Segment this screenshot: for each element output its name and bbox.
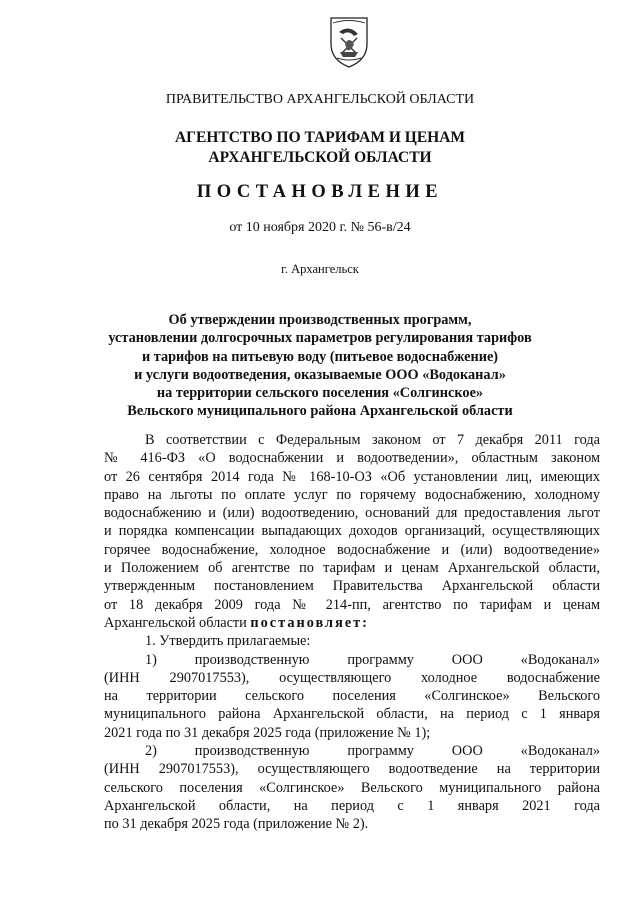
body-line xyxy=(104,614,600,632)
agency-name xyxy=(0,128,640,168)
body-line: Архангельской области, на период с 1 января 2021 года xyxy=(104,797,600,814)
document-type-title: ПОСТАНОВЛЕНИЕ xyxy=(196,182,444,202)
resolves-keyword: постановляет: xyxy=(250,614,369,631)
item-1-heading: 1. Утвердить прилагаемые: xyxy=(145,633,311,650)
item-1-2-paragraph xyxy=(104,742,600,833)
body-line: № 416-ФЗ «О водоснабжении и водоотведении», областным законом xyxy=(104,450,600,467)
document-subject xyxy=(0,311,640,421)
body-line: право на льготы по оплате услуг по горячему водоснабжению, холодному xyxy=(104,486,600,503)
body-line: от 26 сентября 2014 года № 168-10-ОЗ «Об установлении лиц, имеющих xyxy=(104,468,600,485)
body-line: муниципального района Архангельской области, на период с 1 января xyxy=(104,706,600,723)
government-name: ПРАВИТЕЛЬСТВО АРХАНГЕЛЬСКОЙ ОБЛАСТИ xyxy=(165,92,475,107)
body-line: сельского поселения «Солгинское» Вельского муниципального района xyxy=(104,779,600,796)
document-date-number: от 10 ноября 2020 г. № 56-в/24 xyxy=(229,220,411,235)
subject-line: и тарифов на питьевую воду (питьевое водоснабжение) xyxy=(141,348,499,365)
body-line: водоснабжению и (или) водоотведению, оснований для предоставления льгот xyxy=(104,505,600,522)
document-body xyxy=(104,431,600,834)
body-line: 2) производственную программу ООО «Водоканал» xyxy=(145,743,600,760)
agency-name-line2: АРХАНГЕЛЬСКОЙ ОБЛАСТИ xyxy=(208,149,432,166)
subject-line: на территории сельского поселения «Солгинское» xyxy=(156,385,484,402)
body-line: горячее водоснабжение, холодное водоснабжение и (или) водоотведение» xyxy=(104,541,600,558)
subject-line: Об утверждении производственных программ, xyxy=(168,312,472,328)
subject-line: и услуги водоотведения, оказываемые ООО «Водоканал» xyxy=(134,366,506,383)
body-line: и порядка компенсации выпадающих доходов организаций, осуществляющих xyxy=(104,523,600,540)
body-line: 1) производственную программу ООО «Водоканал» xyxy=(145,651,600,668)
body-line: и Положением об агентстве по тарифам и ценам Архангельской области, xyxy=(104,560,600,577)
coat-of-arms-icon xyxy=(327,14,371,70)
preamble-paragraph xyxy=(104,431,600,632)
item-1-1-paragraph xyxy=(104,651,600,742)
document-city: г. Архангельск xyxy=(281,262,359,276)
body-line: (ИНН 2907017553), осуществляющего холодное водоснабжение xyxy=(104,669,600,686)
agency-name-line1: АГЕНТСТВО ПО ТАРИФАМ И ЦЕНАМ xyxy=(174,129,466,146)
body-line: 2021 года по 31 декабря 2025 года (приложение № 1); xyxy=(104,724,431,741)
body-line: по 31 декабря 2025 года (приложение № 2). xyxy=(104,816,369,833)
subject-line: установлении долгосрочных параметров регулирования тарифов xyxy=(108,330,532,347)
body-line-text: Архангельской области xyxy=(104,614,251,631)
body-line: (ИНН 2907017553), осуществляющего водоотведение на территории xyxy=(104,761,600,778)
body-line: на территории сельского поселения «Солгинское» Вельского xyxy=(104,688,600,705)
body-line: утвержденным постановлением Правительства Архангельской области xyxy=(104,578,600,595)
body-line: от 18 декабря 2009 года № 214-пп, агентство по тарифам и ценам xyxy=(104,596,600,613)
body-line: В соответствии с Федеральным законом от 7 декабря 2011 года xyxy=(145,432,600,448)
subject-line: Вельского муниципального района Архангельской области xyxy=(127,403,513,420)
